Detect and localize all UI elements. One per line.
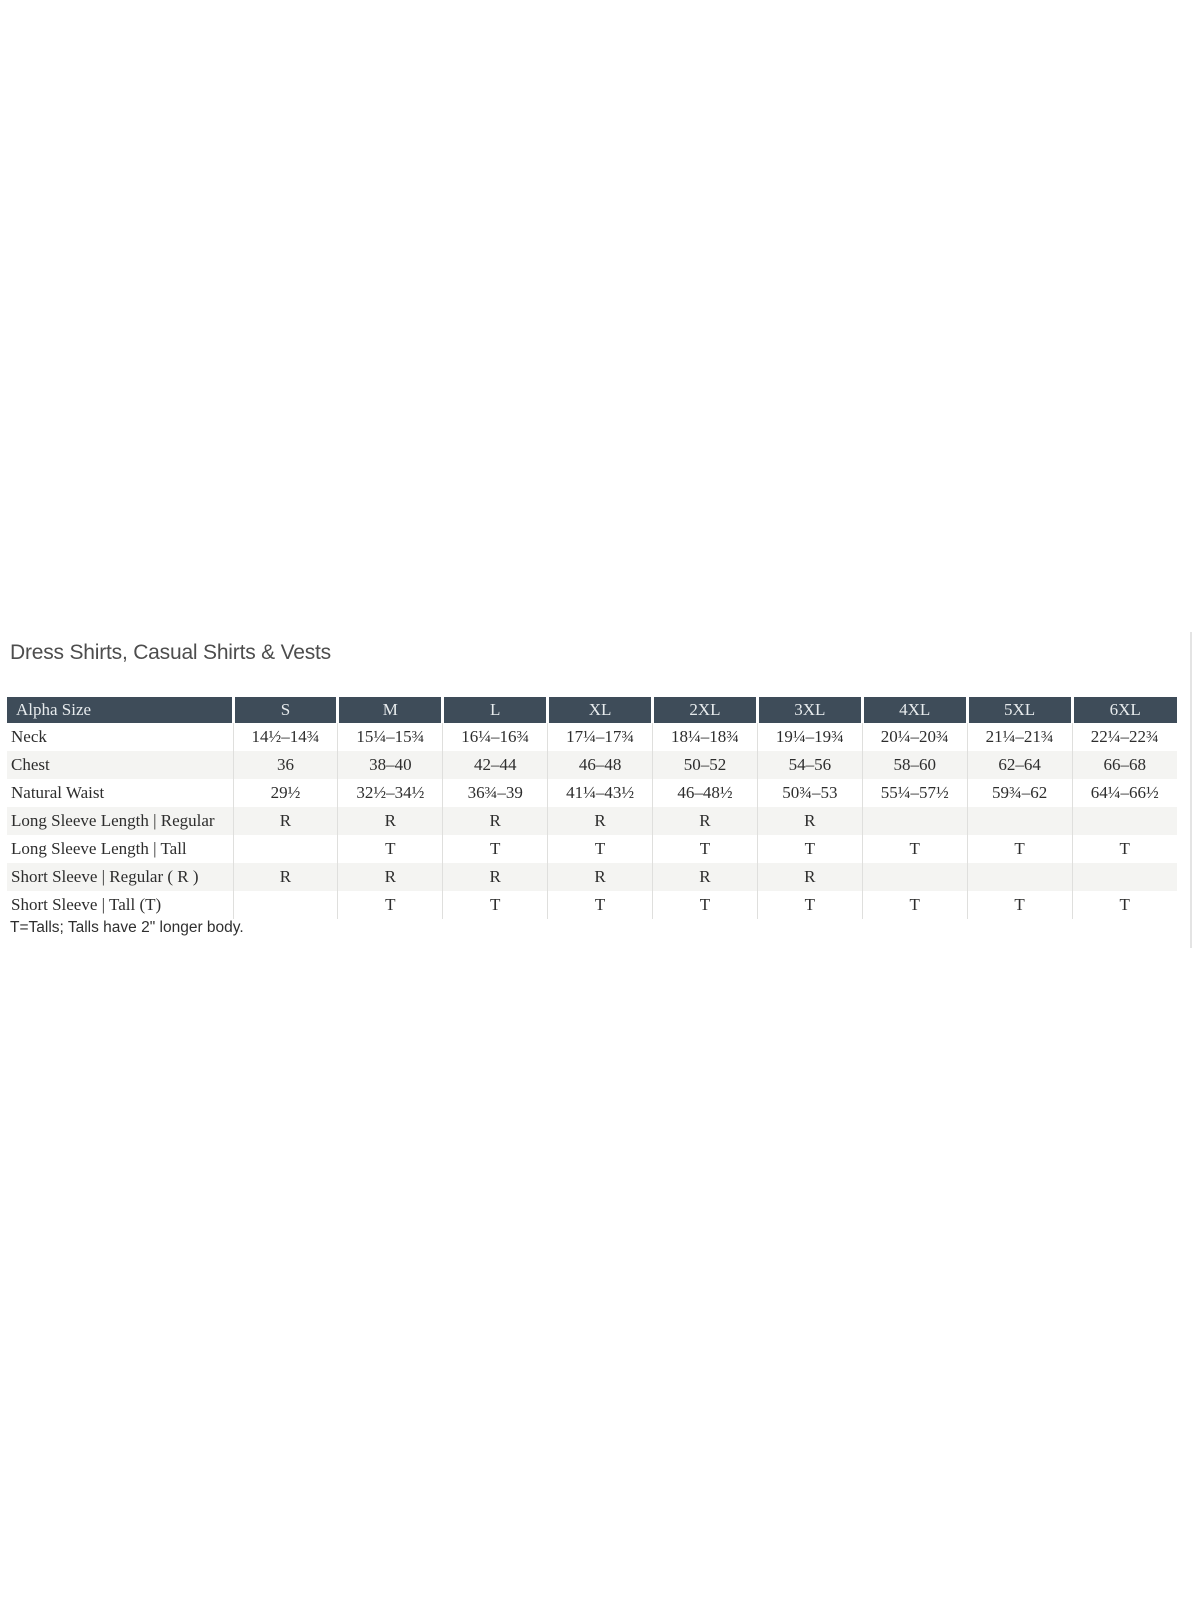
table-cell xyxy=(862,863,967,891)
table-cell: R xyxy=(233,807,338,835)
table-cell: T xyxy=(338,891,443,919)
table-cell: 50¾–53 xyxy=(757,779,862,807)
table-cell: T xyxy=(443,891,548,919)
column-header-size: XL xyxy=(548,697,653,723)
table-cell xyxy=(967,863,1072,891)
table-cell: T xyxy=(757,835,862,863)
table-cell: 20¼–20¾ xyxy=(862,723,967,751)
table-cell: R xyxy=(233,863,338,891)
table-cell: R xyxy=(443,807,548,835)
table-row xyxy=(7,779,1177,807)
table-row xyxy=(7,807,1177,835)
table-row xyxy=(7,891,1177,919)
table-cell: 50–52 xyxy=(653,751,758,779)
table-cell: 19¼–19¾ xyxy=(757,723,862,751)
table-cell: R xyxy=(548,863,653,891)
column-header-size: S xyxy=(233,697,338,723)
table-cell: T xyxy=(862,835,967,863)
table-cell: 64¼–66½ xyxy=(1072,779,1177,807)
column-header-size: 4XL xyxy=(862,697,967,723)
table-header-row xyxy=(7,697,1177,723)
table-cell: R xyxy=(443,863,548,891)
table-cell: 59¾–62 xyxy=(967,779,1072,807)
size-chart-table xyxy=(7,697,1177,919)
table-cell: T xyxy=(1072,891,1177,919)
table-cell xyxy=(967,807,1072,835)
table-head xyxy=(7,697,1177,723)
table-cell: 58–60 xyxy=(862,751,967,779)
table-cell xyxy=(233,891,338,919)
table-cell xyxy=(1072,863,1177,891)
table-cell: 22¼–22¾ xyxy=(1072,723,1177,751)
table-cell: 16¼–16¾ xyxy=(443,723,548,751)
table-cell: 42–44 xyxy=(443,751,548,779)
row-label: Long Sleeve Length | Regular xyxy=(11,811,215,830)
table-cell: R xyxy=(757,863,862,891)
table-cell: T xyxy=(548,835,653,863)
table-cell: 46–48½ xyxy=(653,779,758,807)
table-cell: R xyxy=(338,863,443,891)
table-cell: 32½–34½ xyxy=(338,779,443,807)
row-label: Chest xyxy=(11,755,50,774)
table-cell: T xyxy=(548,891,653,919)
table-cell: 15¼–15¾ xyxy=(338,723,443,751)
table-cell: R xyxy=(338,807,443,835)
section-title: Dress Shirts, Casual Shirts & Vests xyxy=(10,641,331,664)
table-cell: 41¼–43½ xyxy=(548,779,653,807)
table-cell: 36¾–39 xyxy=(443,779,548,807)
table-cell: T xyxy=(653,891,758,919)
table-cell: R xyxy=(757,807,862,835)
row-label: Long Sleeve Length | Tall xyxy=(11,839,187,858)
column-header-size: 2XL xyxy=(653,697,758,723)
row-label: Short Sleeve | Tall (T) xyxy=(11,895,162,914)
table-cell: 38–40 xyxy=(338,751,443,779)
table-cell: T xyxy=(653,835,758,863)
table-cell: 46–48 xyxy=(548,751,653,779)
table-row xyxy=(7,751,1177,779)
table-cell: 66–68 xyxy=(1072,751,1177,779)
table-cell: 62–64 xyxy=(967,751,1072,779)
table-cell xyxy=(233,835,338,863)
column-header-size: L xyxy=(443,697,548,723)
table-cell: 54–56 xyxy=(757,751,862,779)
column-header-size: M xyxy=(338,697,443,723)
table-cell: T xyxy=(967,835,1072,863)
table-cell: 14½–14¾ xyxy=(233,723,338,751)
table-cell: 55¼–57½ xyxy=(862,779,967,807)
table-row xyxy=(7,863,1177,891)
table-body xyxy=(7,723,1177,919)
table-cell: T xyxy=(967,891,1072,919)
column-header-alpha-size: Alpha Size xyxy=(7,697,233,723)
table-cell: 29½ xyxy=(233,779,338,807)
column-header-size: 6XL xyxy=(1072,697,1177,723)
column-header-size: 3XL xyxy=(757,697,862,723)
row-label: Neck xyxy=(11,727,47,746)
table-cell: 21¼–21¾ xyxy=(967,723,1072,751)
table-cell: T xyxy=(862,891,967,919)
table-row xyxy=(7,835,1177,863)
row-label: Natural Waist xyxy=(11,783,105,802)
table-cell: R xyxy=(653,807,758,835)
table-cell: 36 xyxy=(233,751,338,779)
table-cell: T xyxy=(443,835,548,863)
table-cell: R xyxy=(548,807,653,835)
table-cell: T xyxy=(338,835,443,863)
table-cell xyxy=(1072,807,1177,835)
adjacent-panel-edge-divider xyxy=(1190,632,1192,948)
table-row xyxy=(7,723,1177,751)
table-footnote: T=Talls; Talls have 2" longer body. xyxy=(10,919,244,936)
table-cell: T xyxy=(757,891,862,919)
table-cell: T xyxy=(1072,835,1177,863)
row-label: Short Sleeve | Regular ( R ) xyxy=(11,867,199,886)
table-cell xyxy=(862,807,967,835)
column-header-size: 5XL xyxy=(967,697,1072,723)
table-cell: R xyxy=(653,863,758,891)
table-cell: 17¼–17¾ xyxy=(548,723,653,751)
table-cell: 18¼–18¾ xyxy=(653,723,758,751)
